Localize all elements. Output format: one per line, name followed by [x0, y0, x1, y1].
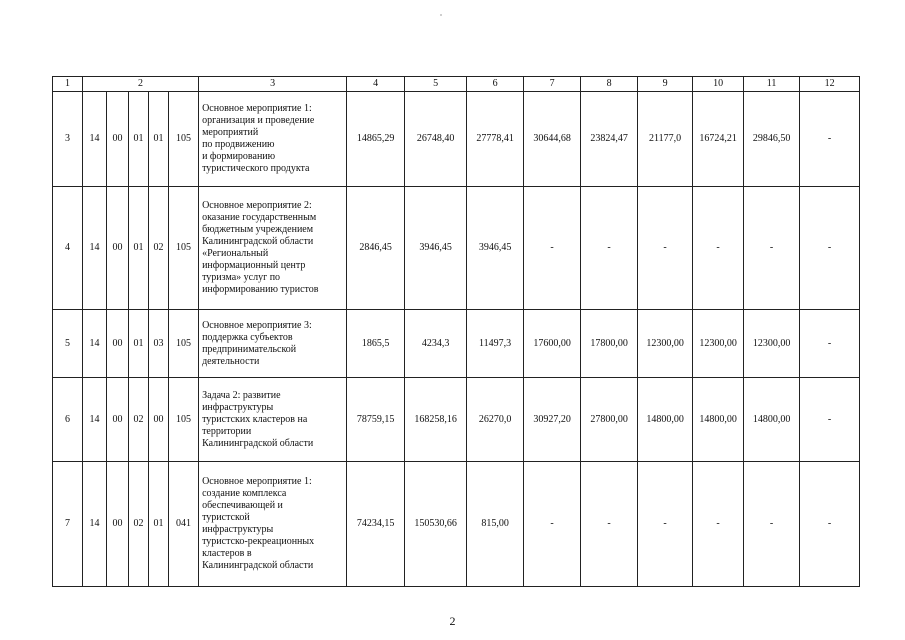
value-cell: 3946,45 [405, 187, 467, 310]
value-cell: 27800,00 [581, 378, 638, 462]
description-line: туристско-рекреационных [202, 536, 315, 547]
description-line: Основное мероприятие 1: [202, 103, 312, 114]
code-cell: 105 [169, 187, 199, 310]
row-number: 7 [53, 462, 83, 587]
description-line: инфраструктуры [202, 524, 274, 535]
code-cell: 105 [169, 92, 199, 187]
description-cell [199, 310, 347, 378]
value-cell: 3946,45 [467, 187, 524, 310]
code-cell: 00 [107, 187, 129, 310]
value-cell: - [581, 462, 638, 587]
header-cell-7: 7 [524, 77, 581, 92]
description-line: туризма» услуг по [202, 272, 281, 283]
value-cell: 12300,00 [693, 310, 744, 378]
description-cell [199, 92, 347, 187]
value-cell: 29846,50 [744, 92, 800, 187]
code-cell: 01 [149, 92, 169, 187]
value-cell: 30644,68 [524, 92, 581, 187]
header-cell-8: 8 [581, 77, 638, 92]
code-cell: 105 [169, 310, 199, 378]
description-line: Калининградской области [202, 560, 314, 571]
header-cell-6: 6 [467, 77, 524, 92]
code-cell: 00 [107, 462, 129, 587]
description-line: Задача 2: развитие [202, 389, 281, 401]
value-cell: 17600,00 [524, 310, 581, 378]
description-line: предпринимательской [202, 343, 297, 355]
value-cell: 4234,3 [405, 310, 467, 378]
description-line: кластеров в [202, 548, 252, 559]
value-cell: 11497,3 [467, 310, 524, 378]
value-cell: 30927,20 [524, 378, 581, 462]
code-cell: 14 [83, 92, 107, 187]
table-row [53, 462, 860, 587]
value-cell: - [800, 378, 860, 462]
code-cell: 041 [169, 462, 199, 587]
value-cell: - [524, 187, 581, 310]
description-cell [199, 187, 347, 310]
value-cell: 2846,45 [347, 187, 405, 310]
description-line: Основное мероприятие 2: [202, 200, 312, 211]
value-cell: 27778,41 [467, 92, 524, 187]
value-cell: - [638, 187, 693, 310]
value-cell: 16724,21 [693, 92, 744, 187]
header-cell-5: 5 [405, 77, 467, 92]
value-cell: - [800, 187, 860, 310]
row-number: 3 [53, 92, 83, 187]
description-line: информационный центр [202, 260, 306, 271]
description-line: инфраструктуры [202, 401, 274, 413]
description-line: Основное мероприятие 1: [202, 476, 312, 487]
description-line: создание комплекса [202, 488, 287, 499]
description-line: «Региональный [202, 248, 269, 259]
code-cell: 00 [149, 378, 169, 462]
value-cell: - [693, 187, 744, 310]
header-cell-1: 1 [53, 77, 83, 92]
code-cell: 01 [129, 310, 149, 378]
description-cell [199, 378, 347, 462]
value-cell: - [524, 462, 581, 587]
description-line: территории [202, 425, 252, 437]
value-cell: 17800,00 [581, 310, 638, 378]
code-cell: 14 [83, 310, 107, 378]
header-cell-10: 10 [693, 77, 744, 92]
value-cell: 1865,5 [347, 310, 405, 378]
code-cell: 00 [107, 378, 129, 462]
row-number: 4 [53, 187, 83, 310]
description-line: туристской [202, 512, 250, 523]
value-cell: 74234,15 [347, 462, 405, 587]
value-cell: 26270,0 [467, 378, 524, 462]
code-cell: 01 [149, 462, 169, 587]
value-cell: 78759,15 [347, 378, 405, 462]
header-cell-4: 4 [347, 77, 405, 92]
description-line: туристического продукта [202, 163, 310, 174]
code-cell: 00 [107, 310, 129, 378]
value-cell: 14800,00 [693, 378, 744, 462]
value-cell: - [744, 187, 800, 310]
description-line: по продвижению [202, 139, 275, 150]
value-cell: - [693, 462, 744, 587]
row-number: 6 [53, 378, 83, 462]
header-cell-3: 3 [199, 77, 347, 92]
header-cell-11: 11 [744, 77, 800, 92]
value-cell: 168258,16 [405, 378, 467, 462]
description-line: информированию туристов [202, 284, 319, 295]
row-number: 5 [53, 310, 83, 378]
budget-table [52, 76, 860, 587]
value-cell: - [744, 462, 800, 587]
header-row [53, 77, 860, 92]
code-cell: 03 [149, 310, 169, 378]
table-row [53, 378, 860, 462]
header-cell-2: 2 [83, 77, 199, 92]
code-cell: 14 [83, 462, 107, 587]
code-cell: 01 [129, 187, 149, 310]
description-line: бюджетным учреждением [202, 224, 314, 235]
value-cell: - [638, 462, 693, 587]
description-line: Калининградской области [202, 437, 314, 449]
header-cell-12: 12 [800, 77, 860, 92]
value-cell: 14800,00 [638, 378, 693, 462]
header-cell-9: 9 [638, 77, 693, 92]
description-line: туристских кластеров на [202, 413, 308, 425]
value-cell: - [800, 92, 860, 187]
table-row [53, 310, 860, 378]
code-cell: 14 [83, 187, 107, 310]
value-cell: 815,00 [467, 462, 524, 587]
description-line: Основное мероприятие 3: [202, 319, 312, 331]
description-line: обеспечивающей и [202, 500, 283, 511]
value-cell: - [800, 462, 860, 587]
value-cell: 21177,0 [638, 92, 693, 187]
description-line: оказание государственным [202, 212, 317, 223]
value-cell: 12300,00 [638, 310, 693, 378]
scan-speck [440, 14, 442, 16]
code-cell: 02 [149, 187, 169, 310]
value-cell: 23824,47 [581, 92, 638, 187]
page-number: 2 [449, 614, 456, 628]
value-cell: - [800, 310, 860, 378]
table-row [53, 92, 860, 187]
value-cell: 150530,66 [405, 462, 467, 587]
table-row [53, 187, 860, 310]
value-cell: 12300,00 [744, 310, 800, 378]
description-line: организация и проведение [202, 115, 315, 126]
code-cell: 02 [129, 378, 149, 462]
value-cell: - [581, 187, 638, 310]
code-cell: 14 [83, 378, 107, 462]
description-line: поддержка субъектов [202, 331, 293, 343]
code-cell: 02 [129, 462, 149, 587]
code-cell: 105 [169, 378, 199, 462]
description-line: Калининградской области [202, 236, 314, 247]
value-cell: 14865,29 [347, 92, 405, 187]
value-cell: 14800,00 [744, 378, 800, 462]
value-cell: 26748,40 [405, 92, 467, 187]
description-cell [199, 462, 347, 587]
description-line: и формированию [202, 151, 276, 162]
description-line: мероприятий [202, 127, 259, 138]
description-line: деятельности [202, 355, 260, 367]
code-cell: 00 [107, 92, 129, 187]
code-cell: 01 [129, 92, 149, 187]
